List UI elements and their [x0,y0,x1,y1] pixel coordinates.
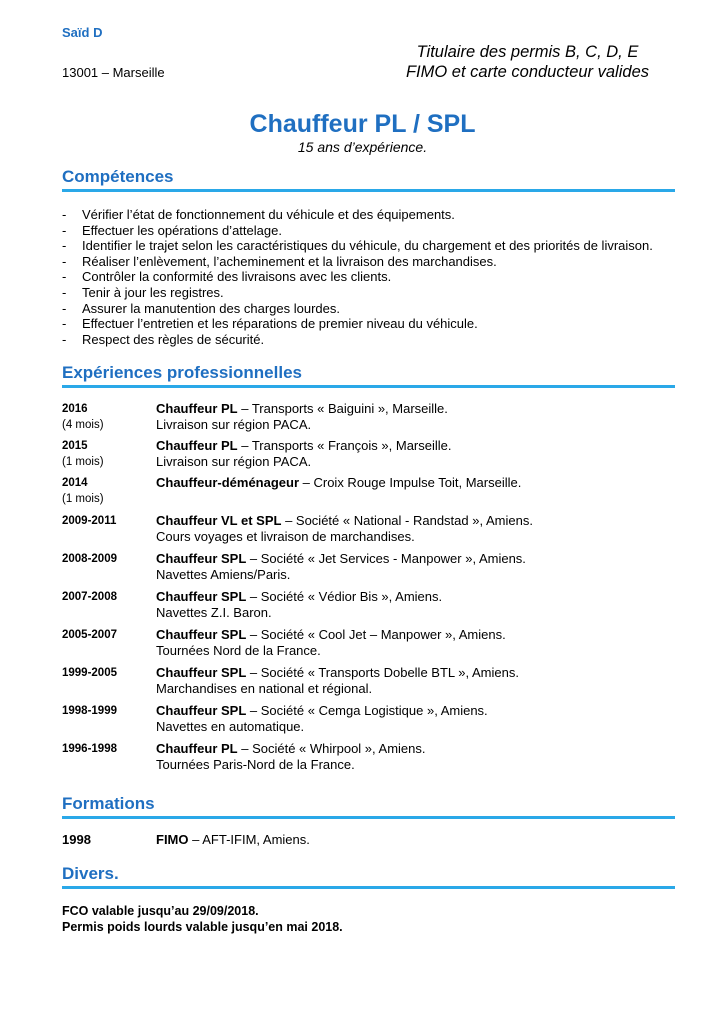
experience-date: 2008-2009 [62,553,117,565]
experience-company: – Transports « Baiguini », Marseille. [237,401,448,416]
misc-line-2: Permis poids lourds valable jusqu’en mai 2018. [62,920,343,934]
section-heading-misc: Divers. [62,864,675,889]
experience-role: Chauffeur SPL [156,665,247,680]
training-title: FIMO [156,832,189,847]
experience-detail: Livraison sur région PACA. [156,454,312,469]
experience-detail: Navettes en automatique. [156,719,305,734]
skills-list [62,207,682,347]
experience-company: – Société « Whirpool », Amiens. [237,741,426,756]
experience-company: – Société « Cemga Logistique », Amiens. [246,703,488,718]
experience-company: – Société « Cool Jet – Manpower », Amiens. [246,627,506,642]
experience-role: Chauffeur PL [156,438,238,453]
experience-date: 2007-2008 [62,591,117,603]
permits-block [406,42,649,82]
experience-role: Chauffeur PL [156,401,238,416]
experience-duration: (1 mois) [62,493,104,505]
experience-detail: Cours voyages et livraison de marchandises. [156,529,415,544]
experience-company: – Société « Jet Services - Manpower », Amiens. [246,551,526,566]
section-heading-training: Formations [62,794,675,819]
list-item: - Contrôler la conformité des livraisons avec les clients. [62,269,392,285]
experience-date: 1998-1999 [62,705,117,717]
experience-date: 2016 [62,403,88,415]
experience-role: Chauffeur SPL [156,703,247,718]
experience-role: Chauffeur SPL [156,551,247,566]
job-subtitle: 15 ans d’expérience. [297,139,428,155]
list-item: - Effectuer les opérations d’attelage. [62,222,282,238]
candidate-city: 13001 – Marseille [62,65,165,80]
experience-company: – Société « Védior Bis », Amiens. [246,589,443,604]
experience-detail: Marchandises en national et régional. [156,681,373,696]
experience-date: 1996-1998 [62,743,117,755]
experience-duration: (1 mois) [62,456,104,468]
experience-detail: Navettes Z.I. Baron. [156,605,272,620]
experience-detail: Navettes Amiens/Paris. [156,567,291,582]
experience-role: Chauffeur-déménageur [156,475,300,490]
list-item: - Respect des règles de sécurité. [62,331,265,347]
list-item: - Vérifier l’état de fonctionnement du véhicule et des équipements. [62,207,455,222]
candidate-name: Saïd D [62,25,103,40]
list-item: - Identifier le trajet selon les caractéristiques du véhicule, du chargement et des priorités de livraison. [62,238,653,254]
experience-date: 2015 [62,440,88,452]
experience-date: 1999-2005 [62,667,117,679]
experience-role: Chauffeur VL et SPL [156,513,282,528]
misc-line-1: FCO valable jusqu’au 29/09/2018. [62,904,259,918]
experience-role: Chauffeur SPL [156,627,247,642]
job-title: Chauffeur PL / SPL [249,110,476,138]
section-heading-experience: Expériences professionnelles [62,363,675,388]
training-detail: – AFT-IFIM, Amiens. [188,832,310,847]
list-item: - Réaliser l’enlèvement, l’acheminement et la livraison des marchandises. [62,253,497,269]
experience-role: Chauffeur PL [156,741,238,756]
permits-line-1: Titulaire des permis B, C, D, E [416,43,639,61]
experience-date: 2014 [62,477,88,489]
experience-detail: Tournées Nord de la France. [156,643,321,658]
experience-detail: Tournées Paris-Nord de la France. [156,757,355,772]
experience-date: 2009-2011 [62,515,117,527]
list-item: - Effectuer l’entretien et les réparations de premier niveau du véhicule. [62,316,478,332]
list-item: - Tenir à jour les registres. [62,284,224,300]
section-heading-skills: Compétences [62,167,675,192]
experience-date: 2005-2007 [62,629,117,641]
experience-company: – Croix Rouge Impulse Toit, Marseille. [299,475,522,490]
experience-detail: Livraison sur région PACA. [156,417,312,432]
experience-role: Chauffeur SPL [156,589,247,604]
permits-line-2: FIMO et carte conducteur valides [405,63,649,81]
experience-company: – Société « Transports Dobelle BTL », Amiens. [246,665,519,680]
experience-company: – Transports « François », Marseille. [237,438,452,453]
experience-company: – Société « National - Randstad », Amiens. [281,513,533,528]
list-item: - Assurer la manutention des charges lourdes. [62,300,340,316]
training-date: 1998 [62,832,91,847]
misc-block [62,903,343,935]
experience-duration: (4 mois) [62,419,104,431]
